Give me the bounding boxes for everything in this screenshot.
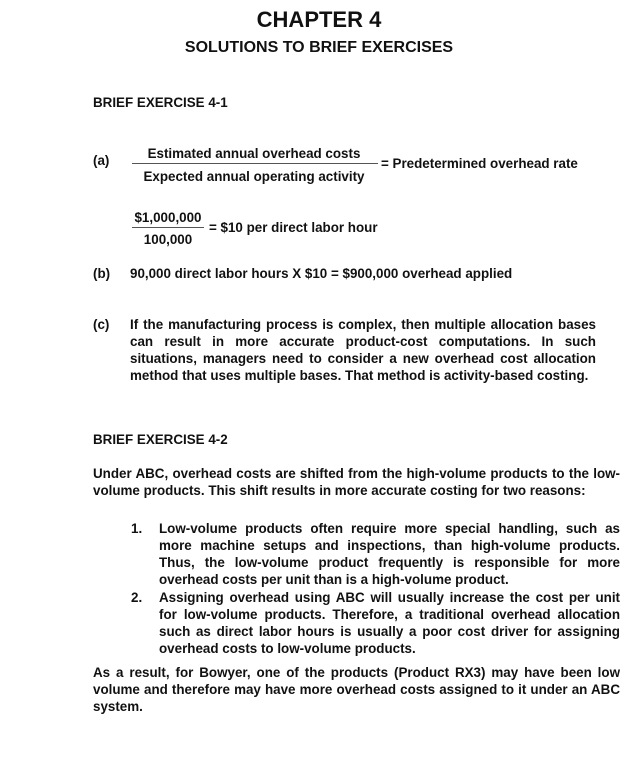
chapter-title: CHAPTER 4 — [256, 7, 382, 32]
be42-conclusion: As a result, for Bowyer, one of the products (Product RX3) may have been low volume and therefore may have more overhead costs assigned to it under an ABC system. — [93, 665, 620, 714]
part-b-label: (b) — [93, 266, 111, 281]
be42-intro: Under ABC, overhead costs are shifted from the high-volume products to the low-volume products. This shift results in more accurate costing for two reasons: — [93, 466, 620, 498]
calc-result: = $10 per direct labor hour — [209, 220, 378, 235]
be41-heading: BRIEF EXERCISE 4-1 — [93, 95, 228, 110]
calc-numerator: $1,000,000 — [134, 210, 202, 225]
calc-fraction-line — [132, 227, 204, 228]
reason-1-number: 1. — [131, 521, 143, 536]
part-c-label: (c) — [93, 317, 110, 332]
part-a-label: (a) — [93, 153, 110, 168]
reason-2-number: 2. — [131, 590, 143, 605]
be42-heading: BRIEF EXERCISE 4-2 — [93, 432, 228, 447]
reason-2-text: Assigning overhead using ABC will usually increase the cost per unit for low-volume products. Therefore, a traditional overhead allocation such as direct labor hours is usually a poor cost driver for assigning overhead costs to low-volume products. — [159, 590, 620, 656]
calc-denominator: 100,000 — [143, 232, 193, 247]
formula-fraction-line — [132, 163, 378, 164]
page-subtitle: SOLUTIONS TO BRIEF EXERCISES — [184, 39, 454, 56]
part-b-text: 90,000 direct labor hours X $10 = $900,000 overhead applied — [130, 266, 513, 281]
reason-1-text: Low-volume products often require more special handling, such as more machine setups and inspections, than high-volume products. Thus, the low-volume product frequently is responsible for more overhead costs per unit than is a high-volume product. — [159, 521, 620, 587]
part-c-text: If the manufacturing process is complex, then multiple allocation bases can result in more accurate product-cost computations. In such situations, managers need to consider a new overhead cost allocation method that uses multiple bases. That method is activity-based costing. — [130, 317, 596, 383]
formula-numerator: Estimated annual overhead costs — [147, 146, 361, 161]
formula-denominator: Expected annual operating activity — [143, 169, 365, 184]
formula-result: = Predetermined overhead rate — [381, 156, 578, 171]
